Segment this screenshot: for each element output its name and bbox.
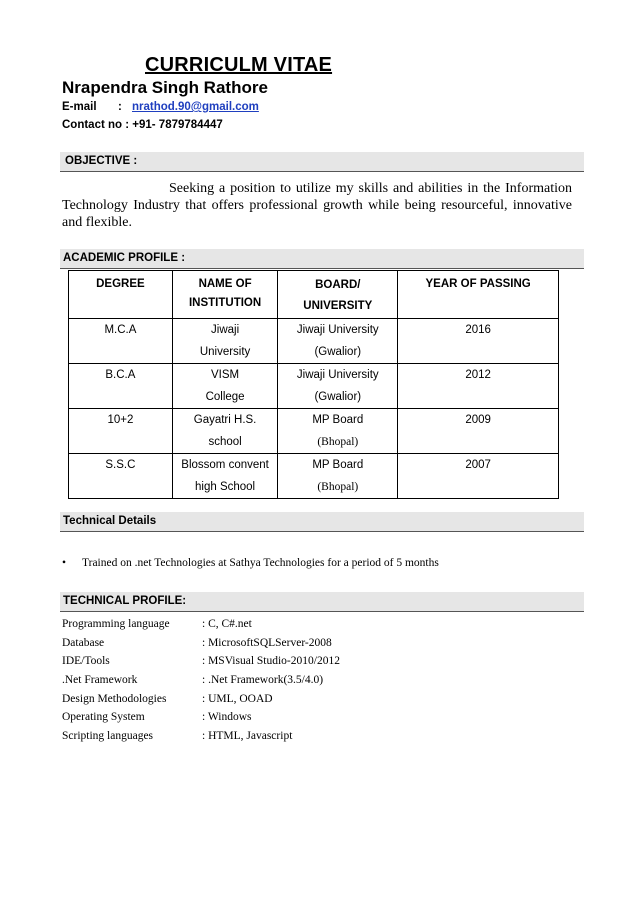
skill-value: : MicrosoftSQLServer-2008 bbox=[202, 636, 332, 649]
board-line1: MP Board bbox=[312, 459, 364, 471]
technical-details-heading: Technical Details bbox=[63, 515, 157, 527]
institution-line1: Blossom convent bbox=[181, 459, 269, 471]
skill-value: : HTML, Javascript bbox=[202, 730, 293, 743]
cell-institution bbox=[172, 409, 277, 454]
academic-heading: ACADEMIC PROFILE : bbox=[63, 252, 186, 264]
technical-details-section-bar bbox=[60, 512, 584, 532]
table-row bbox=[69, 319, 559, 364]
cell-degree: 10+2 bbox=[69, 409, 173, 454]
skill-value: : .Net Framework(3.5/4.0) bbox=[202, 674, 324, 687]
skill-label: Scripting languages bbox=[62, 730, 154, 743]
academic-section-bar bbox=[60, 249, 584, 269]
column-header-degree: DEGREE bbox=[69, 271, 173, 319]
cell-institution bbox=[172, 364, 277, 409]
cell-board bbox=[278, 454, 398, 499]
list-item bbox=[62, 557, 439, 569]
table-row bbox=[69, 364, 559, 409]
skill-value: : Windows bbox=[202, 711, 252, 724]
institution-line1: VISM bbox=[211, 369, 240, 381]
table-row bbox=[69, 454, 559, 499]
cell-degree: M.C.A bbox=[69, 319, 173, 364]
cell-year: 2012 bbox=[398, 364, 559, 409]
board-line2: (Gwalior) bbox=[314, 346, 362, 358]
technical-detail-text: Trained on .net Technologies at Sathya Technologies for a period of 5 months bbox=[82, 557, 439, 569]
skill-label: .Net Framework bbox=[62, 674, 138, 687]
skill-value: : UML, OOAD bbox=[202, 692, 273, 705]
board-line2: (Bhopal) bbox=[317, 436, 359, 448]
institution-line1: Gayatri H.S. bbox=[193, 414, 257, 426]
skill-label: Programming language bbox=[62, 618, 170, 630]
skill-label: Design Methodologies bbox=[62, 692, 167, 705]
column-header-board bbox=[278, 271, 398, 319]
skill-label: Database bbox=[62, 636, 105, 649]
skill-value: : MSVisual Studio-2010/2012 bbox=[202, 655, 340, 668]
institution-line2: school bbox=[208, 436, 242, 448]
cell-institution bbox=[172, 454, 277, 499]
bullet-icon: • bbox=[62, 557, 67, 569]
objective-text: Seeking a position to utilize my skills and abilities in the Information Technology Industry that offers professional growth while being resourceful, innovative and flexible. bbox=[62, 181, 572, 230]
skill-label: Operating System bbox=[62, 711, 145, 724]
cell-degree: S.S.C bbox=[69, 454, 173, 499]
cell-board bbox=[278, 364, 398, 409]
cell-year: 2007 bbox=[398, 454, 559, 499]
cell-institution bbox=[172, 319, 277, 364]
table-row bbox=[69, 409, 559, 454]
institution-line2: College bbox=[205, 391, 245, 403]
phone-line: Contact no : +91- 7879784447 bbox=[62, 119, 223, 131]
board-line1: Jiwaji University bbox=[296, 369, 379, 381]
email-label: E-mail bbox=[62, 101, 97, 113]
column-header-institution bbox=[172, 271, 277, 319]
email-link[interactable]: nrathod.90@gmail.com bbox=[132, 101, 259, 113]
objective-heading: OBJECTIVE : bbox=[65, 155, 138, 167]
column-header-year: YEAR OF PASSING bbox=[398, 271, 559, 319]
institution-line2: University bbox=[199, 346, 251, 358]
cell-board bbox=[278, 319, 398, 364]
technical-profile-heading: TECHNICAL PROFILE: bbox=[63, 595, 187, 607]
technical-profile-section-bar bbox=[60, 592, 584, 612]
institution-line1: Jiwaji bbox=[211, 324, 240, 336]
objective-section-bar bbox=[60, 152, 584, 172]
cell-year: 2009 bbox=[398, 409, 559, 454]
cell-degree: B.C.A bbox=[69, 364, 173, 409]
column-header-institution-text: NAME OF INSTITUTION bbox=[188, 278, 262, 309]
board-line2: (Bhopal) bbox=[317, 481, 359, 493]
table-header-row bbox=[69, 271, 559, 319]
academic-table bbox=[68, 270, 559, 499]
cell-year: 2016 bbox=[398, 319, 559, 364]
email-line bbox=[62, 101, 259, 113]
board-line2: (Gwalior) bbox=[314, 391, 362, 403]
skill-label: IDE/Tools bbox=[62, 655, 110, 668]
institution-line2: high School bbox=[195, 481, 256, 493]
column-header-board-text: BOARD/ UNIVERSITY bbox=[303, 279, 373, 312]
board-line1: Jiwaji University bbox=[296, 324, 379, 336]
skill-value: : C, C#.net bbox=[202, 618, 252, 630]
board-line1: MP Board bbox=[312, 414, 364, 426]
candidate-name: Nrapendra Singh Rathore bbox=[62, 78, 268, 97]
document-title: CURRICULM VITAE bbox=[145, 54, 333, 76]
email-separator: : bbox=[118, 101, 122, 113]
cell-board bbox=[278, 409, 398, 454]
